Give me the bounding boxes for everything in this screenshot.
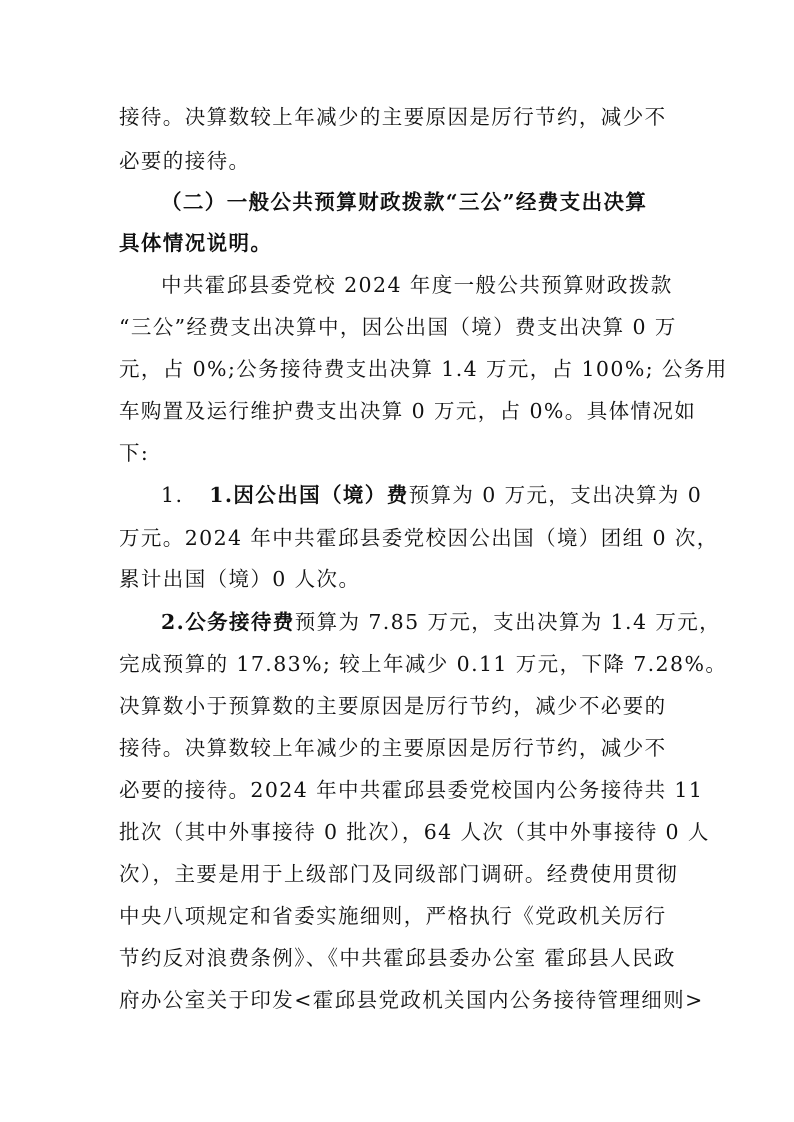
body-line: 府办公室关于印发<霍邱县党政机关国内公务接待管理细则> [119,988,704,1012]
body-line: 元，占 0%;公务接待费支出决算 1.4 万元，占 100%; 公务用 [119,357,728,381]
body-line: 中共霍邱县委党校 2024 年度一般公共预算财政拨款 [161,273,673,297]
item-text: 预算为 0 万元，支出决算为 0 [408,483,703,507]
body-line: 万元。2024 年中共霍邱县委党校因公出国（境）团组 0 次， [119,526,719,550]
section-heading-cont: 具体情况说明。 [119,231,273,255]
item-heading: 2.公务接待费 [161,610,295,634]
body-line: 次），主要是用于上级部门及同级部门调研。经费使用贯彻 [119,862,679,886]
body-line: 必要的接待。2024 年中共霍邱县委党校国内公务接待共 11 [119,778,704,802]
body-line: 下: [119,441,150,465]
list-number: 1. [161,483,184,507]
list-item-1 [161,481,721,509]
item-text: 预算为 7.85 万元，支出决算为 1.4 万元， [294,610,722,634]
body-line: “三公”经费支出决算中，因公出国（境）费支出决算 0 万 [119,315,677,339]
body-line: 决算数小于预算数的主要原因是厉行节约，减少不必要的 [119,694,667,718]
body-line: 累计出国（境）0 人次。 [119,567,361,591]
section-heading: （二）一般公共预算财政拨款“三公”经费支出决算 [161,190,648,214]
body-line: 车购置及运行维护费支出决算 0 万元，占 0%。具体情况如 [119,399,697,423]
item-heading: 1.因公出国（境）费 [209,483,409,507]
body-line: 接待。决算数较上年减少的主要原因是厉行节约，减少不 [119,736,667,760]
body-line: 接待。决算数较上年减少的主要原因是厉行节约，减少不 [119,105,667,129]
body-line: 批次（其中外事接待 0 批次），64 人次（其中外事接待 0 人 [119,820,710,844]
body-line: 必要的接待。 [119,149,251,173]
body-line: 节约反对浪费条例》、《中共霍邱县委办公室 霍邱县人民政 [119,946,676,970]
body-line: 中央八项规定和省委实施细则，严格执行《党政机关厉行 [119,904,667,928]
list-item-2 [161,608,721,636]
body-line: 完成预算的 17.83%; 较上年减少 0.11 万元，下降 7.28%。 [119,652,728,676]
